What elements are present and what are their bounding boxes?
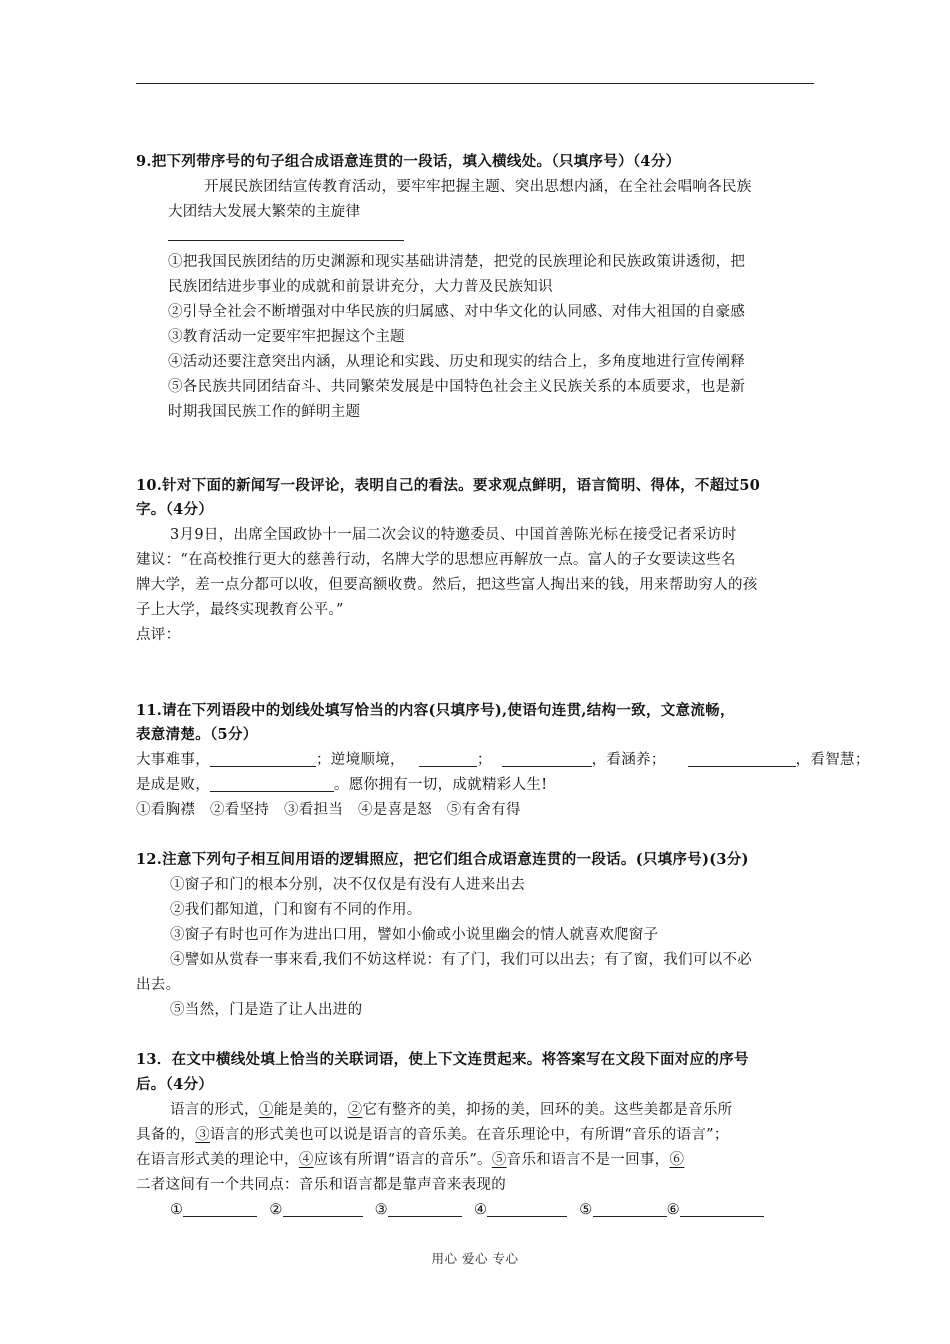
q13-marker-4: ④ bbox=[298, 1152, 314, 1168]
page-footer: 用心 爱心 专心 bbox=[431, 1251, 519, 1266]
q11-passage-line1 bbox=[136, 750, 870, 770]
q13-passage-line4: 二者这间有一个共同点：音乐和语言都是靠声音来表现的 bbox=[136, 1177, 506, 1193]
q13-text: 音乐和语言不是一回事， bbox=[506, 1152, 670, 1168]
q10-comment-label: 点评： bbox=[136, 627, 181, 643]
q13-answer-label-3: ③ bbox=[374, 1202, 388, 1218]
q13-passage-line2 bbox=[136, 1125, 729, 1145]
q11-text-6: 是成是败， bbox=[136, 777, 210, 793]
q13-marker-3: ③ bbox=[195, 1127, 211, 1143]
q11-options: ①看胸襟 ②看坚持 ③看担当 ④是喜是怒 ⑤有舍有得 bbox=[136, 802, 521, 818]
q11-blank-2[interactable] bbox=[419, 752, 477, 767]
q13-marker-1: ① bbox=[258, 1102, 274, 1118]
q9-option-1b: 民族团结进步事业的成就和前景讲充分，大力普及民族知识 bbox=[168, 279, 553, 295]
q12-option-4b: 出去。 bbox=[136, 977, 181, 993]
q13-passage-line3 bbox=[136, 1150, 684, 1170]
q9-option-5a: ⑤各民族共同团结奋斗、共同繁荣发展是中国特色社会主义民族关系的本质要求，也是新 bbox=[168, 379, 746, 395]
q10-news-line3: 牌大学，差一点分都可以收，但要高额收费。然后，把这些富人掏出来的钱，用来帮助穷人的孩 bbox=[136, 577, 758, 593]
q13-answer-blank-2[interactable] bbox=[283, 1202, 363, 1217]
q9-option-1a: ①把我国民族团结的历史渊源和现实基础讲清楚，把党的民族理论和民族政策讲透彻，把 bbox=[168, 254, 746, 270]
q9-option-4: ④活动还要注意突出内涵，从理论和实践、历史和现实的结合上，多角度地进行宣传阐释 bbox=[168, 354, 746, 370]
q13-text: 语言的形式， bbox=[170, 1102, 259, 1118]
q10-title-line1: 10.针对下面的新闻写一段评论，表明自己的看法。要求观点鲜明，语言简明、得体，不超过50 bbox=[136, 477, 761, 494]
q10-news-line2: 建议：“在高校推行更大的慈善行动，名牌大学的思想应再解放一点。富人的子女要读这些名 bbox=[136, 552, 736, 568]
q13-answer-blank-1[interactable] bbox=[183, 1202, 257, 1217]
q13-text: 具备的， bbox=[136, 1127, 196, 1143]
q11-text-1: 大事难事， bbox=[136, 752, 210, 768]
q9-option-5b: 时期我国民族工作的鲜明主题 bbox=[168, 404, 361, 420]
q9-lead-line2: 大团结大发展大繁荣的主旋律 bbox=[168, 204, 361, 220]
q11-blank-4[interactable] bbox=[688, 752, 796, 767]
q12-option-4a: ④譬如从赏春一事来看,我们不妨这样说：有了门，我们可以出去；有了窗，我们可以不必 bbox=[170, 952, 753, 968]
q12-option-3: ③窗子有时也可作为进出口用，譬如小偷或小说里幽会的情人就喜欢爬窗子 bbox=[170, 927, 659, 943]
q9-title: 9.把下列带序号的句子组合成语意连贯的一段话，填入横线处。（只填序号）（4分） bbox=[136, 153, 681, 170]
q12-option-5: ⑤当然，门是造了让人出进的 bbox=[170, 1002, 363, 1018]
q13-text: 在语言形式美的理论中， bbox=[136, 1152, 299, 1168]
q13-marker-6: ⑥ bbox=[669, 1152, 685, 1168]
q11-text-4: ，看涵养； bbox=[591, 752, 666, 768]
q9-option-3: ③教育活动一定要牢牢把握这个主题 bbox=[168, 329, 405, 345]
q10-news-line1: 3月9日，出席全国政协十一届二次会议的特邀委员、中国首善陈光标在接受记者采访时 bbox=[170, 527, 737, 543]
q11-text-5: ，看智慧； bbox=[795, 752, 870, 768]
q13-title-line2: 后。（4分） bbox=[136, 1076, 214, 1093]
q13-answer-label-2: ② bbox=[269, 1202, 283, 1218]
q11-text-3: ； bbox=[476, 752, 492, 768]
q10-news-line4: 子上大学，最终实现教育公平。” bbox=[136, 602, 344, 618]
q11-blank-1[interactable] bbox=[210, 752, 316, 767]
q13-text: 它有整齐的美，抑扬的美，回环的美。这些美都是音乐所 bbox=[362, 1102, 733, 1118]
q13-text: 能是美的， bbox=[273, 1102, 348, 1118]
q11-title-line1: 11.请在下列语段中的划线处填写恰当的内容(只填序号),使语句连贯,结构一致，文意流畅， bbox=[136, 702, 735, 719]
q9-lead-line1: 开展民族团结宣传教育活动，要牢牢把握主题、突出思想内涵，在全社会唱响各民族 bbox=[204, 179, 752, 195]
q13-title-line1: 13．在文中横线处填上恰当的关联词语，使上下文连贯起来。将答案写在文段下面对应的序号 bbox=[136, 1051, 749, 1068]
q12-option-1: ①窗子和门的根本分别，决不仅仅是有没有人进来出去 bbox=[170, 877, 526, 893]
q12-option-2: ②我们都知道，门和窗有不同的作用。 bbox=[170, 902, 422, 918]
q13-text: 应该有所谓“语言的音乐”。 bbox=[313, 1152, 492, 1168]
q10-title-line2: 字。（4分） bbox=[136, 501, 214, 518]
q11-blank-5[interactable] bbox=[210, 777, 334, 792]
q13-answer-blank-3[interactable] bbox=[388, 1202, 462, 1217]
q11-blank-3[interactable] bbox=[502, 752, 592, 767]
q9-option-2: ②引导全社会不断增强对中华民族的归属感、对中华文化的认同感、对伟大祖国的自豪感 bbox=[168, 304, 746, 320]
q11-title-line2: 表意清楚。（5分） bbox=[136, 726, 258, 743]
q13-answer-label-5: ⑤ bbox=[579, 1202, 593, 1218]
q9-answer-blank[interactable] bbox=[168, 240, 404, 241]
q13-answer-blank-4[interactable] bbox=[487, 1202, 567, 1217]
q13-answer-blank-6[interactable] bbox=[680, 1202, 764, 1217]
header-rule bbox=[136, 83, 814, 84]
q13-passage-line1 bbox=[170, 1100, 732, 1120]
q13-marker-2: ② bbox=[347, 1102, 363, 1118]
q13-answer-row bbox=[170, 1200, 764, 1220]
q11-text-7: 。愿你拥有一切，成就精彩人生! bbox=[334, 777, 548, 793]
q13-answer-label-6: ⑥ bbox=[666, 1202, 680, 1218]
q11-text-2: ；逆境顺境， bbox=[316, 752, 405, 768]
q11-passage-line2 bbox=[136, 775, 547, 795]
q12-title: 12.注意下列句子相互间用语的逻辑照应，把它们组合成语意连贯的一段话。(只填序号)(3分) bbox=[136, 851, 749, 868]
q13-marker-5: ⑤ bbox=[491, 1152, 507, 1168]
q13-text: 语言的形式美也可以说是语言的音乐美。在音乐理论中，有所谓“音乐的语言”； bbox=[210, 1127, 729, 1143]
q13-answer-blank-5[interactable] bbox=[593, 1202, 667, 1217]
q13-answer-label-1: ① bbox=[170, 1202, 184, 1218]
q13-answer-label-4: ④ bbox=[473, 1202, 488, 1218]
